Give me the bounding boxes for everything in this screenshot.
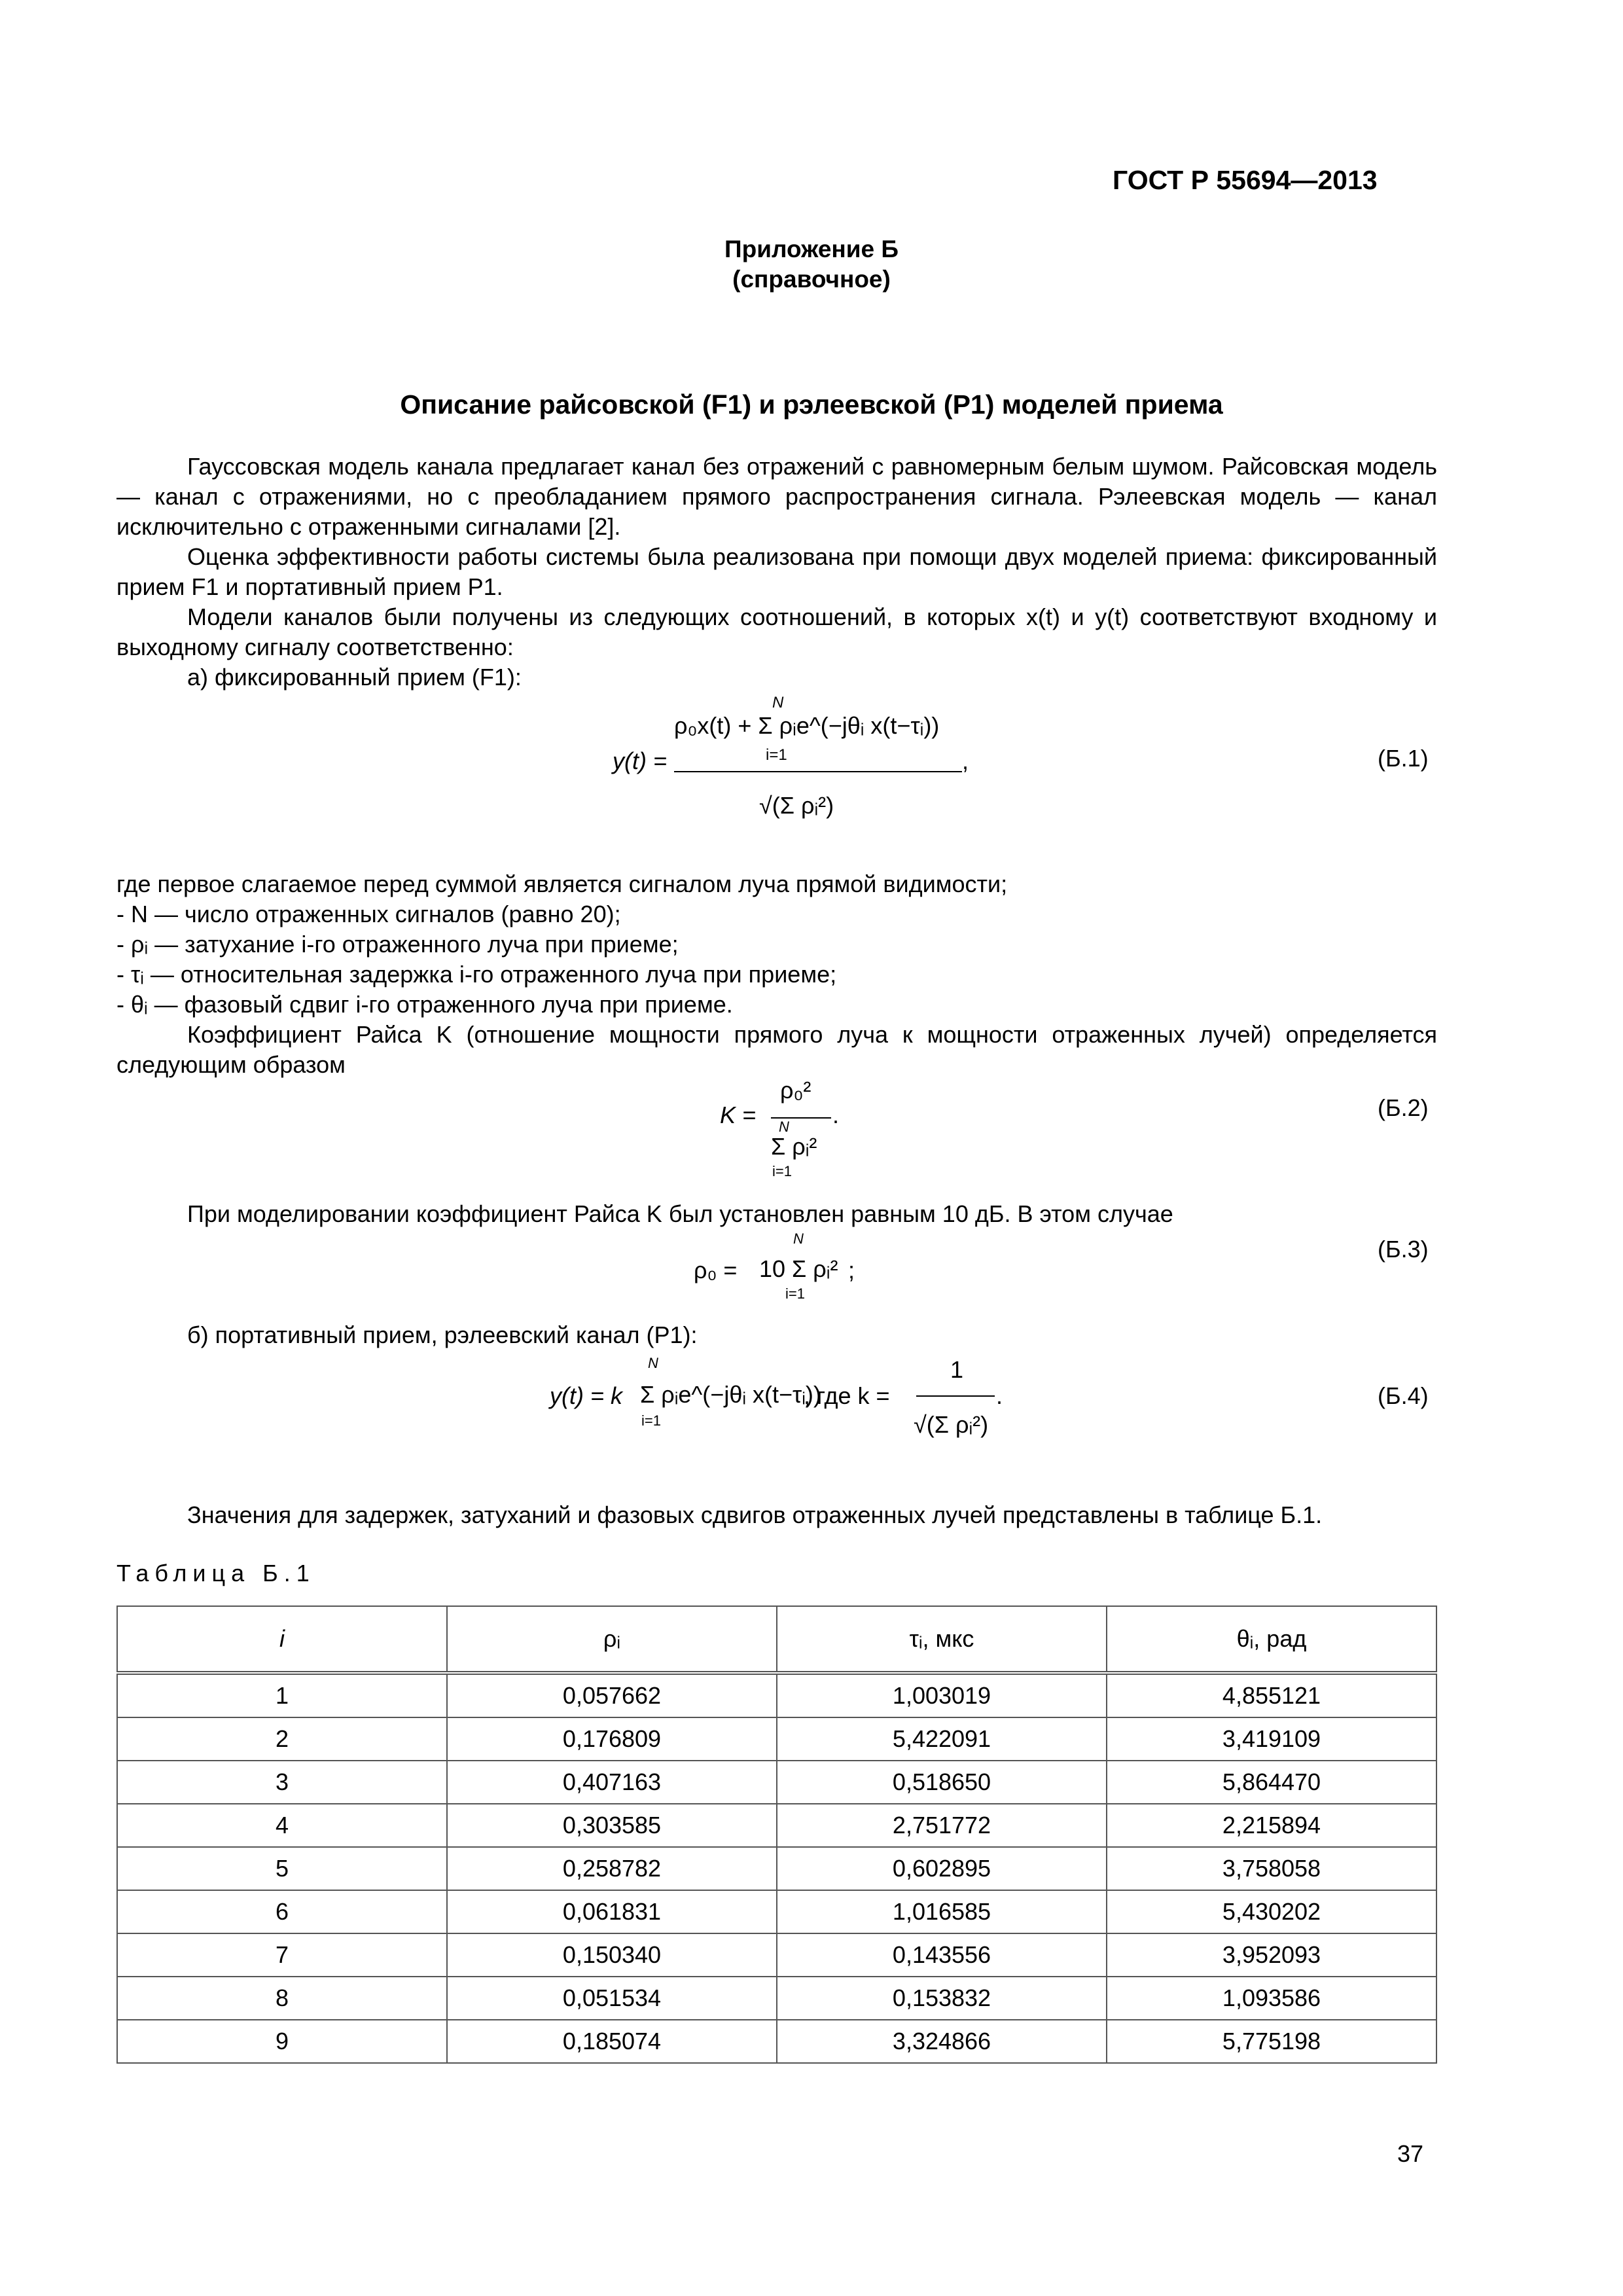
table-cell: 5 bbox=[117, 1847, 447, 1890]
annex-title: Приложение Б bbox=[724, 236, 899, 262]
table-cell: 2 bbox=[117, 1717, 447, 1761]
paragraph-evaluation: Оценка эффективности работы системы была реализована при помощи двух моделей приема: фиксированный прием F1 и портативный прием P1. bbox=[116, 543, 1437, 600]
formula-b4-fraction-bar bbox=[916, 1395, 995, 1397]
table-cell: 5,775198 bbox=[1107, 2020, 1436, 2063]
table-cell: 3 bbox=[117, 1761, 447, 1804]
table-cell: 5,430202 bbox=[1107, 1890, 1436, 1933]
header-i: i bbox=[117, 1606, 447, 1673]
formula-b2-numerator: ρ₀² bbox=[780, 1077, 812, 1103]
table-cell: 0,143556 bbox=[777, 1933, 1107, 1977]
formula-b4-numerator: 1 bbox=[950, 1356, 964, 1383]
annex-subtitle: (справочное) bbox=[732, 266, 891, 293]
formula-b4-mid: , где k = bbox=[804, 1382, 890, 1409]
table-cell: 3,324866 bbox=[777, 2020, 1107, 2063]
definitions-block bbox=[116, 869, 1437, 1080]
table-row bbox=[117, 1761, 1436, 1804]
formula-b4-body: Σ ρᵢe^(−jθᵢ x(t−τᵢ)) bbox=[640, 1381, 821, 1408]
formula-b2-sum-top: N bbox=[779, 1119, 789, 1135]
table-cell: 1,003019 bbox=[777, 1673, 1107, 1717]
formula-b3-sum-bottom: i=1 bbox=[785, 1285, 805, 1302]
table-cell: 4 bbox=[117, 1804, 447, 1847]
formula-b3-label: (Б.3) bbox=[1378, 1236, 1429, 1263]
table-header-row bbox=[117, 1606, 1436, 1673]
table-cell: 0,407163 bbox=[447, 1761, 777, 1804]
table-cell: 0,602895 bbox=[777, 1847, 1107, 1890]
formula-b2-trailing: . bbox=[832, 1102, 840, 1128]
table-cell: 5,422091 bbox=[777, 1717, 1107, 1761]
data-table bbox=[116, 1605, 1437, 2064]
table-cell: 8 bbox=[117, 1977, 447, 2020]
formula-b1-numerator: ρ₀x(t) + Σ ρᵢe^(−jθᵢ x(t−τᵢ)) bbox=[674, 712, 940, 739]
table-cell: 6 bbox=[117, 1890, 447, 1933]
formula-b2-lhs: K = bbox=[720, 1102, 757, 1128]
header-rho: ρᵢ bbox=[447, 1606, 777, 1673]
formula-b3-body: 10 Σ ρᵢ² bbox=[759, 1255, 838, 1282]
table-cell: 9 bbox=[117, 2020, 447, 2063]
table-cell: 4,855121 bbox=[1107, 1673, 1436, 1717]
table-cell: 0,185074 bbox=[447, 2020, 777, 2063]
formula-b4-denominator: √(Σ ρᵢ²) bbox=[914, 1411, 989, 1438]
formula-b4-trailing: . bbox=[996, 1382, 1003, 1409]
item-b: б) портативный прием, рэлеевский канал (P1): bbox=[187, 1321, 698, 1348]
page-number: 37 bbox=[1397, 2140, 1424, 2167]
formula-b1-fraction-bar bbox=[674, 771, 962, 772]
document-code: ГОСТ Р 55694—2013 bbox=[1113, 165, 1378, 195]
model-text: При моделировании коэффициент Райса K был установлен равным 10 дБ. В этом случае bbox=[187, 1200, 1173, 1227]
formula-b1-label: (Б.1) bbox=[1378, 745, 1429, 772]
formula-b4-lhs: y(t) = k bbox=[550, 1382, 623, 1409]
table-row bbox=[117, 1933, 1436, 1977]
table-cell: 7 bbox=[117, 1933, 447, 1977]
table-row bbox=[117, 1673, 1436, 1717]
table-row bbox=[117, 1847, 1436, 1890]
formula-b3-lhs: ρ₀ = bbox=[694, 1257, 738, 1283]
formula-b1-sum-top: N bbox=[772, 694, 784, 711]
table-cell: 2,751772 bbox=[777, 1804, 1107, 1847]
definition-theta: - θᵢ — фазовый сдвиг i-го отраженного луча при приеме. bbox=[116, 991, 733, 1018]
table-cell: 0,176809 bbox=[447, 1717, 777, 1761]
table-cell: 0,258782 bbox=[447, 1847, 777, 1890]
table-cell: 0,150340 bbox=[447, 1933, 777, 1977]
header-tau: τᵢ, мкс bbox=[777, 1606, 1107, 1673]
header-theta: θᵢ, рад bbox=[1107, 1606, 1436, 1673]
definition-n: - N — число отраженных сигналов (равно 20); bbox=[116, 901, 621, 927]
paragraph-models: Модели каналов были получены из следующих соотношений, в которых x(t) и y(t) соответствуют входному и выходному сигналу соответственно: bbox=[116, 603, 1438, 660]
table-body bbox=[117, 1673, 1436, 2063]
table-cell: 0,303585 bbox=[447, 1804, 777, 1847]
table-intro: Значения для задержек, затуханий и фазовых сдвигов отраженных лучей представлены в таблице Б.1. bbox=[187, 1501, 1323, 1528]
table-cell: 0,153832 bbox=[777, 1977, 1107, 2020]
table-row bbox=[117, 2020, 1436, 2063]
formula-b3-sum-top: N bbox=[793, 1230, 804, 1247]
table-cell: 0,057662 bbox=[447, 1673, 777, 1717]
table-cell: 0,518650 bbox=[777, 1761, 1107, 1804]
formula-b1-sum-bottom: i=1 bbox=[766, 746, 787, 764]
table-cell: 5,864470 bbox=[1107, 1761, 1436, 1804]
formula-b3 bbox=[694, 1230, 877, 1309]
table-cell: 1,016585 bbox=[777, 1890, 1107, 1933]
table-cell: 3,952093 bbox=[1107, 1933, 1436, 1977]
formula-b1-lhs: y(t) = bbox=[613, 747, 668, 774]
table-cell: 0,051534 bbox=[447, 1977, 777, 2020]
formula-b1-trailing: , bbox=[962, 747, 969, 774]
formula-b2-label: (Б.2) bbox=[1378, 1094, 1429, 1121]
table-cell: 1 bbox=[117, 1673, 447, 1717]
definitions-intro: где первое слагаемое перед суммой является сигналом луча прямой видимости; bbox=[116, 870, 1008, 897]
table-cell: 0,061831 bbox=[447, 1890, 777, 1933]
formula-b1 bbox=[602, 694, 969, 864]
formula-b4-sum-bottom: i=1 bbox=[641, 1412, 661, 1429]
table-row bbox=[117, 1804, 1436, 1847]
formula-b2-denominator: Σ ρᵢ² bbox=[771, 1133, 817, 1160]
formula-b4 bbox=[550, 1355, 1034, 1486]
table-row bbox=[117, 1890, 1436, 1933]
definition-tau: - τᵢ — относительная задержка i-го отраженного луча при приеме; bbox=[116, 961, 837, 988]
formula-b3-trailing: ; bbox=[848, 1257, 855, 1283]
paragraph-rice: Коэффициент Райса K (отношение мощности прямого луча к мощности отраженных лучей) определяется следующим образом bbox=[116, 1021, 1437, 1078]
definition-rho: - ρᵢ — затухание i-го отраженного луча при приеме; bbox=[116, 931, 679, 958]
table-cell: 3,758058 bbox=[1107, 1847, 1436, 1890]
table-cell: 1,093586 bbox=[1107, 1977, 1436, 2020]
formula-b1-denominator: √(Σ ρᵢ²) bbox=[759, 792, 834, 819]
section-heading: Описание райсовской (F1) и рэлеевской (P1) моделей приема bbox=[400, 389, 1223, 420]
formula-b4-sum-top: N bbox=[648, 1355, 658, 1371]
item-a: а) фиксированный прием (F1): bbox=[187, 664, 522, 691]
table-cell: 2,215894 bbox=[1107, 1804, 1436, 1847]
table-row bbox=[117, 1977, 1436, 2020]
paragraph-gauss: Гауссовская модель канала предлагает канал без отражений с равномерным белым шумом. Райсовская модель — канал с отражениями, но с преобладанием прямого распространения сигнала. Рэлеевская модель — канал исключительно с отраженными сигналами [2]. bbox=[116, 453, 1437, 540]
table-row bbox=[117, 1717, 1436, 1761]
formula-b4-label: (Б.4) bbox=[1378, 1382, 1429, 1409]
formula-b2-sum-bottom: i=1 bbox=[772, 1163, 792, 1179]
formula-b2 bbox=[720, 1077, 890, 1188]
table-caption: Таблица Б.1 bbox=[116, 1560, 315, 1587]
table-cell: 3,419109 bbox=[1107, 1717, 1436, 1761]
intro-text bbox=[116, 452, 1437, 692]
